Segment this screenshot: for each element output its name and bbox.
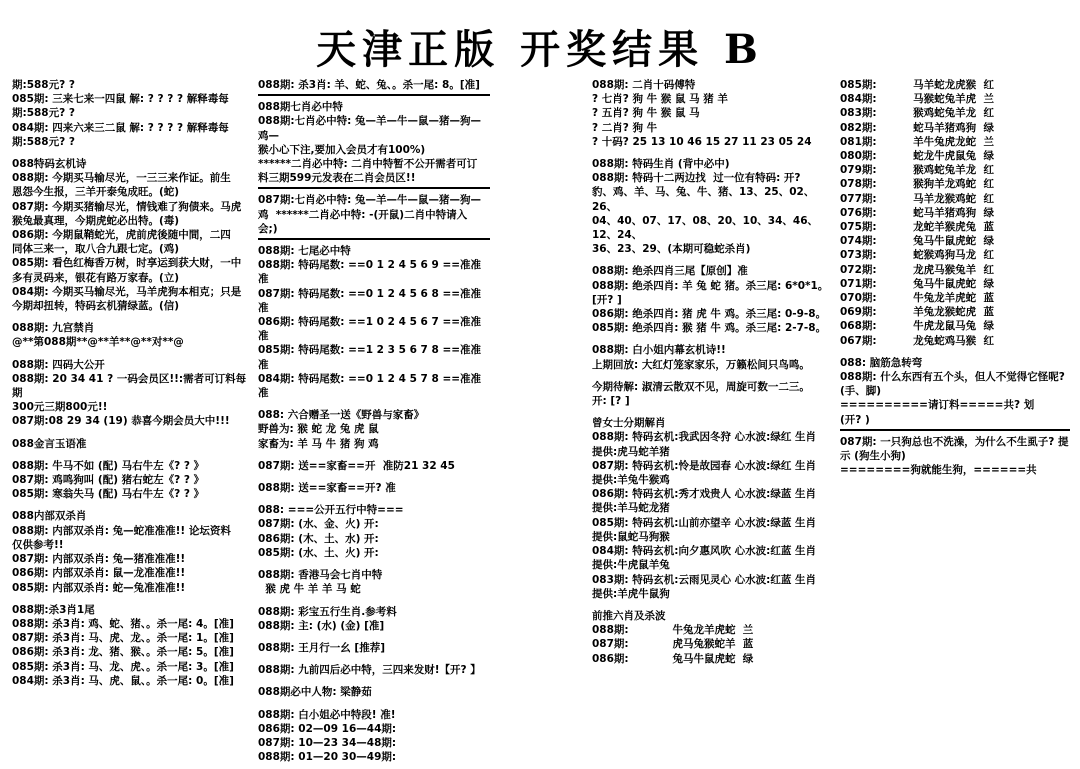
text-line: 会;) [258, 222, 278, 235]
text-line: ? 十码? 25 13 10 46 15 27 11 23 05 24 [592, 135, 812, 148]
text-line: 088内部双杀肖 [12, 510, 87, 523]
text-line: 088期: 今期买马输尽光，一三三来作证。前生 [12, 172, 231, 185]
text-line: 087期: 虎马兔猴蛇羊 蓝 [592, 638, 754, 651]
section-divider [592, 256, 832, 264]
text-line: 088期必中人物: 梁静茹 [258, 686, 372, 699]
section-divider [258, 451, 490, 459]
text-line: 087期: 一只狗总也不洗澡，为什么不生虱子? 提 [840, 435, 1069, 448]
text-line: 087期: 今期买猪输尽光，情钱难了狗债来。马虎 [12, 200, 242, 213]
text-line: 野兽为: 猴 蛇 龙 兔 虎 鼠 [258, 423, 379, 436]
text-line: 088: ===公开五行中特=== [258, 504, 404, 517]
text-line: 088期: 牛马不如 (配) 马右牛左《? ? 》 [12, 459, 205, 472]
text-line: 今期待解: 淑清云散双不见，周旋可数一二三。 [592, 380, 810, 393]
text-line: 085期: 杀3肖: 马、龙、虎、。杀一尾: 3。[准] [12, 660, 234, 673]
text-line: 085期: 三来七来一四鼠 解: ? ? ? ? 解释毒每 [12, 93, 229, 106]
section-divider [258, 400, 490, 408]
text-line: 067期: 龙兔蛇鸡马猴 红 [840, 334, 994, 347]
text-line: 068期: 牛虎龙鼠马兔 绿 [840, 320, 994, 333]
text-line: 085期: 寒翁失马 (配) 马右牛左《? ? 》 [12, 488, 205, 501]
text-line: 家畜为: 羊 马 牛 猪 狗 鸡 [258, 437, 379, 450]
text-line: 开: [? ] [592, 395, 630, 408]
text-line: 084期: 特码尾数: ==0 1 2 4 5 7 8 ==准准准 [258, 372, 482, 400]
text-line: 085期: 特码尾数: ==1 2 3 5 6 7 8 ==准准准 [258, 344, 482, 371]
text-line: 087期: (水、金、火) 开: [258, 518, 379, 531]
text-line: (手、脚) [840, 385, 882, 398]
section-divider [258, 633, 490, 641]
text-line: 069期: 羊兔龙猴蛇虎 蓝 [840, 306, 994, 319]
text-line: 088期: 四码大公开 [12, 358, 105, 371]
text-line: 提供:虎马蛇羊猪 [592, 445, 670, 458]
text-line: 084期: 杀3肖: 马、虎、鼠、。杀一尾: 0。[准] [12, 674, 234, 687]
text-line: 猴小心下注,要加入会员才有100%) [258, 143, 426, 156]
text-line: 071期: 兔马牛鼠虎蛇 绿 [840, 277, 994, 290]
text-line: 088期: 特码生肖 (背中必中) [592, 158, 730, 171]
text-line: 仅供参考!! [12, 538, 64, 551]
text-line: 084期: 马猴蛇兔羊虎 兰 [840, 93, 994, 106]
column-4 [840, 78, 1070, 766]
text-line: 085期: 看色红梅香万树，时享运到获大财，一中 [12, 257, 242, 270]
column-3 [592, 78, 832, 766]
text-line: 082期: 蛇马羊猪鸡狗 绿 [840, 121, 994, 134]
text-line: 088期: 白小姐必中特段! 准! [258, 708, 396, 721]
text-line: 085期: 特码玄机:山前亦望辛 心水波:绿蓝 生肖 [592, 516, 816, 529]
text-line: 提供:鼠蛇马狗猴 [592, 530, 670, 543]
section-divider [258, 495, 490, 503]
text-line: 示 (狗生小狗) [840, 450, 906, 463]
text-line: 豹、鸡、羊、马、兔、牛、猪、13、25、02、26、 [592, 186, 815, 213]
text-line: 088期: 九宫禁肖 [12, 322, 95, 335]
text-line: 088期: 杀3肖: 鸡、蛇、猪、。杀一尾: 4。[准] [12, 617, 234, 630]
text-line: 086期: 兔马牛鼠虎蛇 绿 [592, 652, 754, 665]
text-line: 087期: 10—23 34—48期: [258, 736, 397, 749]
text-line: @**第088期**@**羊**@**对**@ [12, 336, 184, 349]
text-line: 088期: 彩宝五行生肖.参考料 [258, 605, 397, 618]
text-line: 088期: 白小姐内幕玄机诗!! [592, 344, 726, 357]
text-line: 079期: 猴鸡蛇兔羊龙 红 [840, 164, 994, 177]
text-line: 072期: 龙虎马猴兔羊 红 [840, 263, 994, 276]
text-line: 077期: 马羊龙猴鸡蛇 红 [840, 192, 994, 205]
section-divider [12, 501, 247, 509]
text-line: 088期: 送==家畜==开? 准 [258, 482, 396, 495]
section-divider [840, 348, 1070, 356]
section-divider [258, 560, 490, 568]
text-line: 087期: 特码尾数: ==0 1 2 4 5 6 8 ==准准准 [258, 287, 482, 314]
text-line: 085期: 马羊蛇龙虎猴 红 [840, 79, 994, 91]
text-line: 084期: 四来六来三二鼠 解: ? ? ? ? 解释毒每 [12, 121, 229, 134]
section-divider [258, 677, 490, 685]
text-line: 088期: 什么东西有五个头，但人不觉得它怪呢? [840, 371, 1065, 384]
section-divider [258, 655, 490, 663]
text-line: 前推六肖及杀波 [592, 609, 666, 622]
text-line: 088期: 七尾必中特 [258, 245, 351, 258]
text-line: 086期: 今期鼠鞘蛇光，虎前虎後随中間，二四 [12, 229, 231, 242]
section-divider [840, 429, 1070, 431]
section-divider [258, 700, 490, 708]
text-line: 088期: 主: (水) (金) [准] [258, 619, 385, 632]
text-line: 086期: 杀3肖: 龙、猪、猴、。杀一尾: 5。[准] [12, 646, 234, 659]
text-line: 083期: 特码玄机:云雨见灵心 心水波:红蓝 生肖 [592, 573, 816, 586]
text-line: 多有灵码来，银花有路万家春。(立) [12, 271, 180, 284]
text-line: ? 五肖? 狗 牛 猴 鼠 马 [592, 107, 700, 120]
page-title: 天津正版 开奖结果 B [316, 26, 764, 73]
text-line: 088期: 牛兔龙羊虎蛇 兰 [592, 624, 754, 637]
text-line: 300元三期800元!! [12, 401, 108, 414]
text-line: 075期: 龙蛇羊猴虎兔 蓝 [840, 221, 994, 234]
text-line: (开? ) [840, 413, 870, 426]
text-line: 084期: 特码玄机:向夕惠风吹 心水波:红蓝 生肖 [592, 545, 816, 558]
text-line: 073期: 蛇猴鸡狗马龙 红 [840, 249, 994, 262]
text-line: ? 七肖? 狗 牛 猴 鼠 马 猪 羊 [592, 93, 728, 106]
text-line: 085期: 绝杀四肖: 猴 猪 牛 鸡。杀三尾: 2-7-8。 [592, 322, 827, 335]
text-line: 088期: 特码十二两边找 过一位有特码: 开? [592, 172, 801, 185]
text-line: 076期: 蛇马羊猪鸡狗 绿 [840, 206, 994, 219]
text-line: 提供:羊虎牛鼠狗 [592, 587, 670, 600]
text-line: 086期: 特码玄机:秀才戏贵人 心水波:绿蓝 生肖 [592, 488, 816, 501]
text-line: 04、40、07、17、08、20、10、34、46、12、24、 [592, 214, 819, 242]
text-line: 088期: 九前四后必中特，三四来发财!【开? 】 [258, 664, 481, 677]
text-line: 088期: 特码尾数: ==0 1 2 4 5 6 9 ==准准准 [258, 259, 482, 286]
text-line: 36、23、29、(本期可稳蛇杀肖) [592, 243, 751, 256]
text-line: 088期: 杀3肖: 羊、蛇、兔、。杀一尾: 8。[准] [258, 79, 480, 91]
section-divider [258, 473, 490, 481]
text-line: ******二肖必中特: 二肖中特暂不公开需者可订 [258, 158, 478, 171]
text-line: 087期: 送==家畜==开 准防21 32 45 [258, 459, 455, 472]
text-line: 期:588元? ? [12, 135, 75, 148]
text-line: 085期: 内部双杀肖: 蛇—兔准准准!! [12, 581, 186, 594]
text-line: 087期:七肖必中特: 兔—羊—牛—鼠—猪—狗— [258, 194, 481, 207]
text-line: 088期: 20 34 41 ? 一码会员区!!:需者可订料每期 [12, 372, 247, 400]
section-divider [258, 238, 490, 240]
text-line: 087期: 鸡鸣狗叫 (配) 猪右蛇左《? ? 》 [12, 474, 205, 487]
text-line: 088特码玄机诗 [12, 158, 87, 171]
text-line: 提供:牛虎鼠羊兔 [592, 559, 670, 572]
text-line: 088期: 绝杀四肖三尾【原创】准 [592, 265, 748, 278]
section-divider [258, 94, 490, 96]
section-divider [592, 372, 832, 380]
section-divider [12, 451, 247, 459]
text-line: 提供:羊兔牛猴鸡 [592, 474, 670, 487]
text-line: 086期: 内部双杀肖: 鼠—龙准准准!! [12, 567, 186, 580]
text-line: 鸡 ******二肖必中特: -(开鼠)二肖中特请入 [258, 208, 468, 221]
section-divider [12, 595, 247, 603]
text-line: 084期: 今期买马输尽光，马羊虎狗本相克；只是 [12, 285, 242, 298]
text-line: 081期: 羊牛兔虎龙蛇 兰 [840, 135, 994, 148]
section-divider [12, 429, 247, 437]
text-line: 088期: 特码玄机:我武因冬狩 心水波:绿红 生肖 [592, 431, 816, 444]
text-line: 088期: 绝杀四肖: 羊 兔 蛇 猪。杀三尾: 6*0*1。 [592, 279, 829, 292]
text-line: ==========请订料=====共? 划 [840, 399, 1035, 412]
text-line: 086期: 特码尾数: ==1 0 2 4 5 6 7 ==准准准 [258, 316, 482, 343]
text-line: 087期: 杀3肖: 马、虎、龙、。杀一尾: 1。[准] [12, 632, 234, 645]
text-line: 曾女士分期解肖 [592, 417, 666, 430]
text-line: ========狗就能生狗，======共 [840, 464, 1037, 477]
text-line: 088: 脑筋急转弯 [840, 356, 923, 369]
text-line: 087期: 内部双杀肖: 兔—猪准准准!! [12, 553, 186, 566]
section-divider [12, 350, 247, 358]
text-line: 料三期599元发表在二肖会员区!! [258, 172, 416, 185]
section-divider [592, 335, 832, 343]
text-line: 088: 六合赠圣一送《野兽与家畜》 [258, 409, 425, 422]
text-line: 070期: 牛兔龙羊虎蛇 蓝 [840, 292, 994, 305]
text-line: 088期: 内部双杀肖: 兔—蛇准准准!! 论坛资料 [12, 524, 231, 537]
text-line: [开? ] [592, 293, 622, 306]
text-line: 080期: 蛇龙牛虎鼠兔 绿 [840, 150, 994, 163]
text-line: 085期: (水、土、火) 开: [258, 546, 379, 559]
text-line: 088期:七肖必中特: 兔—羊—牛—鼠—猪—狗—鸡— [258, 115, 481, 142]
text-line: 猴 虎 牛 羊 羊 马 蛇 [258, 583, 361, 596]
section-divider [258, 597, 490, 605]
text-line: 074期: 兔马牛鼠虎蛇 绿 [840, 235, 994, 248]
text-line: 上期回放: 大红灯笼家家乐，万籁松间只鸟鸣。 [592, 358, 810, 371]
section-divider [12, 313, 247, 321]
text-line: 088金言玉语准 [12, 437, 87, 450]
text-line: 恩怨今生报，三羊开泰兔成旺。(蛇) [12, 186, 180, 199]
text-line: 088期: 01—20 30—49期: [258, 751, 397, 764]
column-2 [258, 78, 490, 766]
section-divider [12, 149, 247, 157]
text-line: 期:588元? ? [12, 79, 75, 91]
text-line: 猴兔最真理，今期虎蛇必出特。(毒) [12, 214, 180, 227]
text-line: 088期:杀3肖1尾 [12, 603, 95, 616]
text-line: 087期: 特码玄机:怜是故园春 心水波:绿红 生肖 [592, 459, 816, 472]
text-line: 088期: 二肖十码傅特 [592, 79, 696, 91]
section-divider [258, 187, 490, 189]
text-line: 086期: (木、土、水) 开: [258, 532, 379, 545]
text-line: 今期却扭转，特码玄机猜绿蓝。(信) [12, 300, 180, 313]
text-line: 086期: 02—09 16—44期: [258, 722, 397, 735]
text-line: 087期:08 29 34 (19) 恭喜今期会员大中!!! [12, 415, 230, 428]
section-divider [592, 408, 832, 416]
text-line: 088期七肖必中特 [258, 101, 343, 114]
text-line: 078期: 猴狗羊龙鸡蛇 红 [840, 178, 994, 191]
text-line: 083期: 猴鸡蛇兔羊龙 红 [840, 107, 994, 120]
text-line: 088期: 香港马会七肖中特 [258, 569, 383, 582]
column-1 [12, 78, 247, 766]
text-line: 提供:羊马蛇龙猪 [592, 502, 670, 515]
text-line: 同体三来一，取八合九跟七定。(鸡) [12, 243, 180, 256]
text-line: 088期: 王月行一幺 [推荐] [258, 641, 386, 654]
section-divider [592, 149, 832, 157]
text-line: 086期: 绝杀四肖: 猪 虎 牛 鸡。杀三尾: 0-9-8。 [592, 308, 827, 321]
text-line: 期:588元? ? [12, 107, 75, 120]
text-line: ? 二肖? 狗 牛 [592, 121, 658, 134]
section-divider [592, 601, 832, 609]
